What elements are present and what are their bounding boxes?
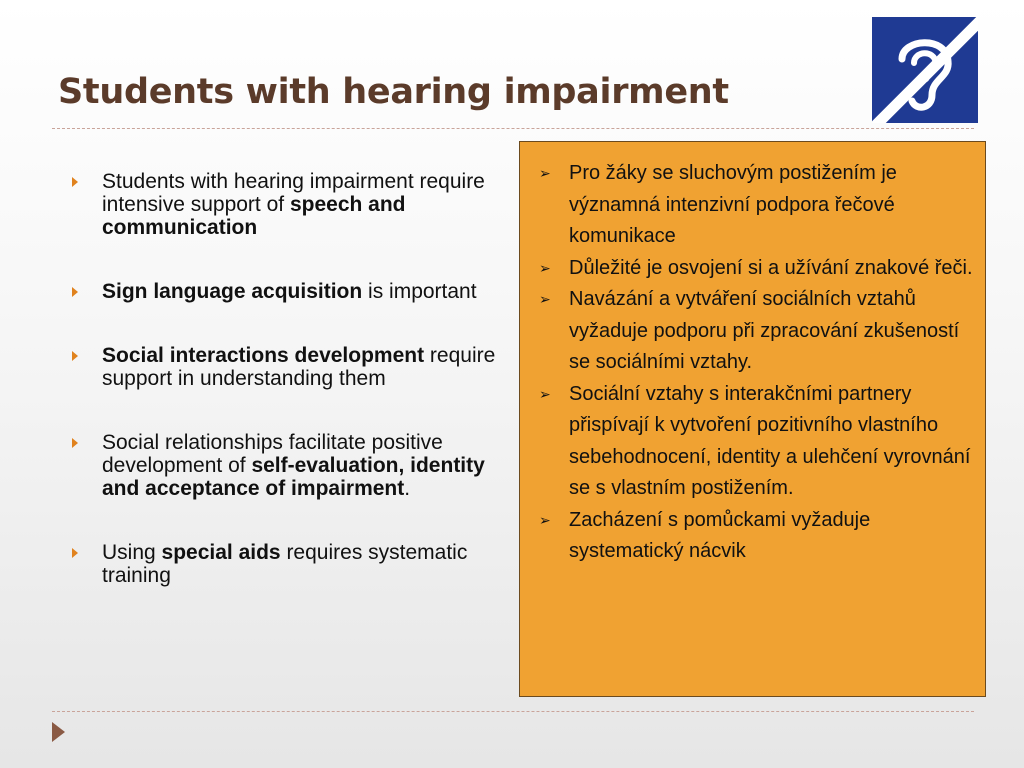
slide-title: Students with hearing impairment [58,72,729,112]
bullet-text-bold: Sign language acquisition [102,280,363,303]
bullet-text: Důležité je osvojení si a užívání znakové řeči. [569,256,973,279]
bullet-text-bold: speech and communication [102,193,406,239]
left-bullet-item [72,344,502,390]
bullet-text: Navázání a vytváření sociálních vztahů vyžaduje podporu při zpracování zkušeností se sociálními vztahy. [569,288,960,373]
left-bullet-item [72,170,502,239]
right-bullet-item [539,158,979,253]
left-bullet-item [72,541,502,587]
title-divider [52,128,974,129]
bullet-arrow-icon [72,287,78,297]
bullet-arrow-icon [72,351,78,361]
bullet-text-bold: Social interactions development [102,344,425,367]
left-bullet-item [72,280,502,303]
bullet-text: Sociální vztahy s interakčními partnery přispívají k vytvoření pozitivního vlastního sebehodnocení, identity a ulehčení vyrovnání se s vlastním postižením. [569,382,971,499]
bullet-text: requires systematic training [102,541,468,587]
bullet-arrow-icon [72,548,78,558]
next-slide-arrow-icon[interactable] [52,722,65,742]
bullet-text: . [404,477,411,500]
chevron-bullet-icon: ➢ [539,291,551,307]
chevron-bullet-icon: ➢ [539,385,551,402]
bullet-text: Using [102,541,162,564]
hearing-impairment-icon [872,17,978,123]
left-bullet-item [72,431,502,500]
bullet-text-bold: special aids [161,541,281,564]
bullet-text: Pro žáky se sluchovým postižením je významná intenzivní podpora řečové komunikace [569,162,897,247]
bullet-text: Social relationships facilitate positive development of [102,431,443,477]
right-bullet-list [539,158,979,568]
left-bullet-list [72,170,502,587]
bullet-text: is important [362,280,477,303]
chevron-bullet-icon: ➢ [539,511,551,528]
chevron-bullet-icon: ➢ [539,259,551,276]
right-bullet-item [539,284,979,379]
bullet-arrow-icon [72,438,78,448]
right-bullet-item [539,505,979,568]
bullet-text: Students with hearing impairment require intensive support of [102,170,485,216]
chevron-bullet-icon: ➢ [539,165,551,181]
bullet-text-bold: self-evaluation, identity and acceptance of impairment [102,454,485,500]
right-bullet-item [539,379,979,505]
bullet-text: Zacházení s pomůckami vyžaduje systematický nácvik [569,508,871,562]
czech-summary-box [519,141,986,697]
bullet-arrow-icon [72,177,78,187]
bullet-text: require support in understanding them [102,344,496,390]
footer-divider [52,711,974,712]
right-bullet-item [539,253,979,285]
